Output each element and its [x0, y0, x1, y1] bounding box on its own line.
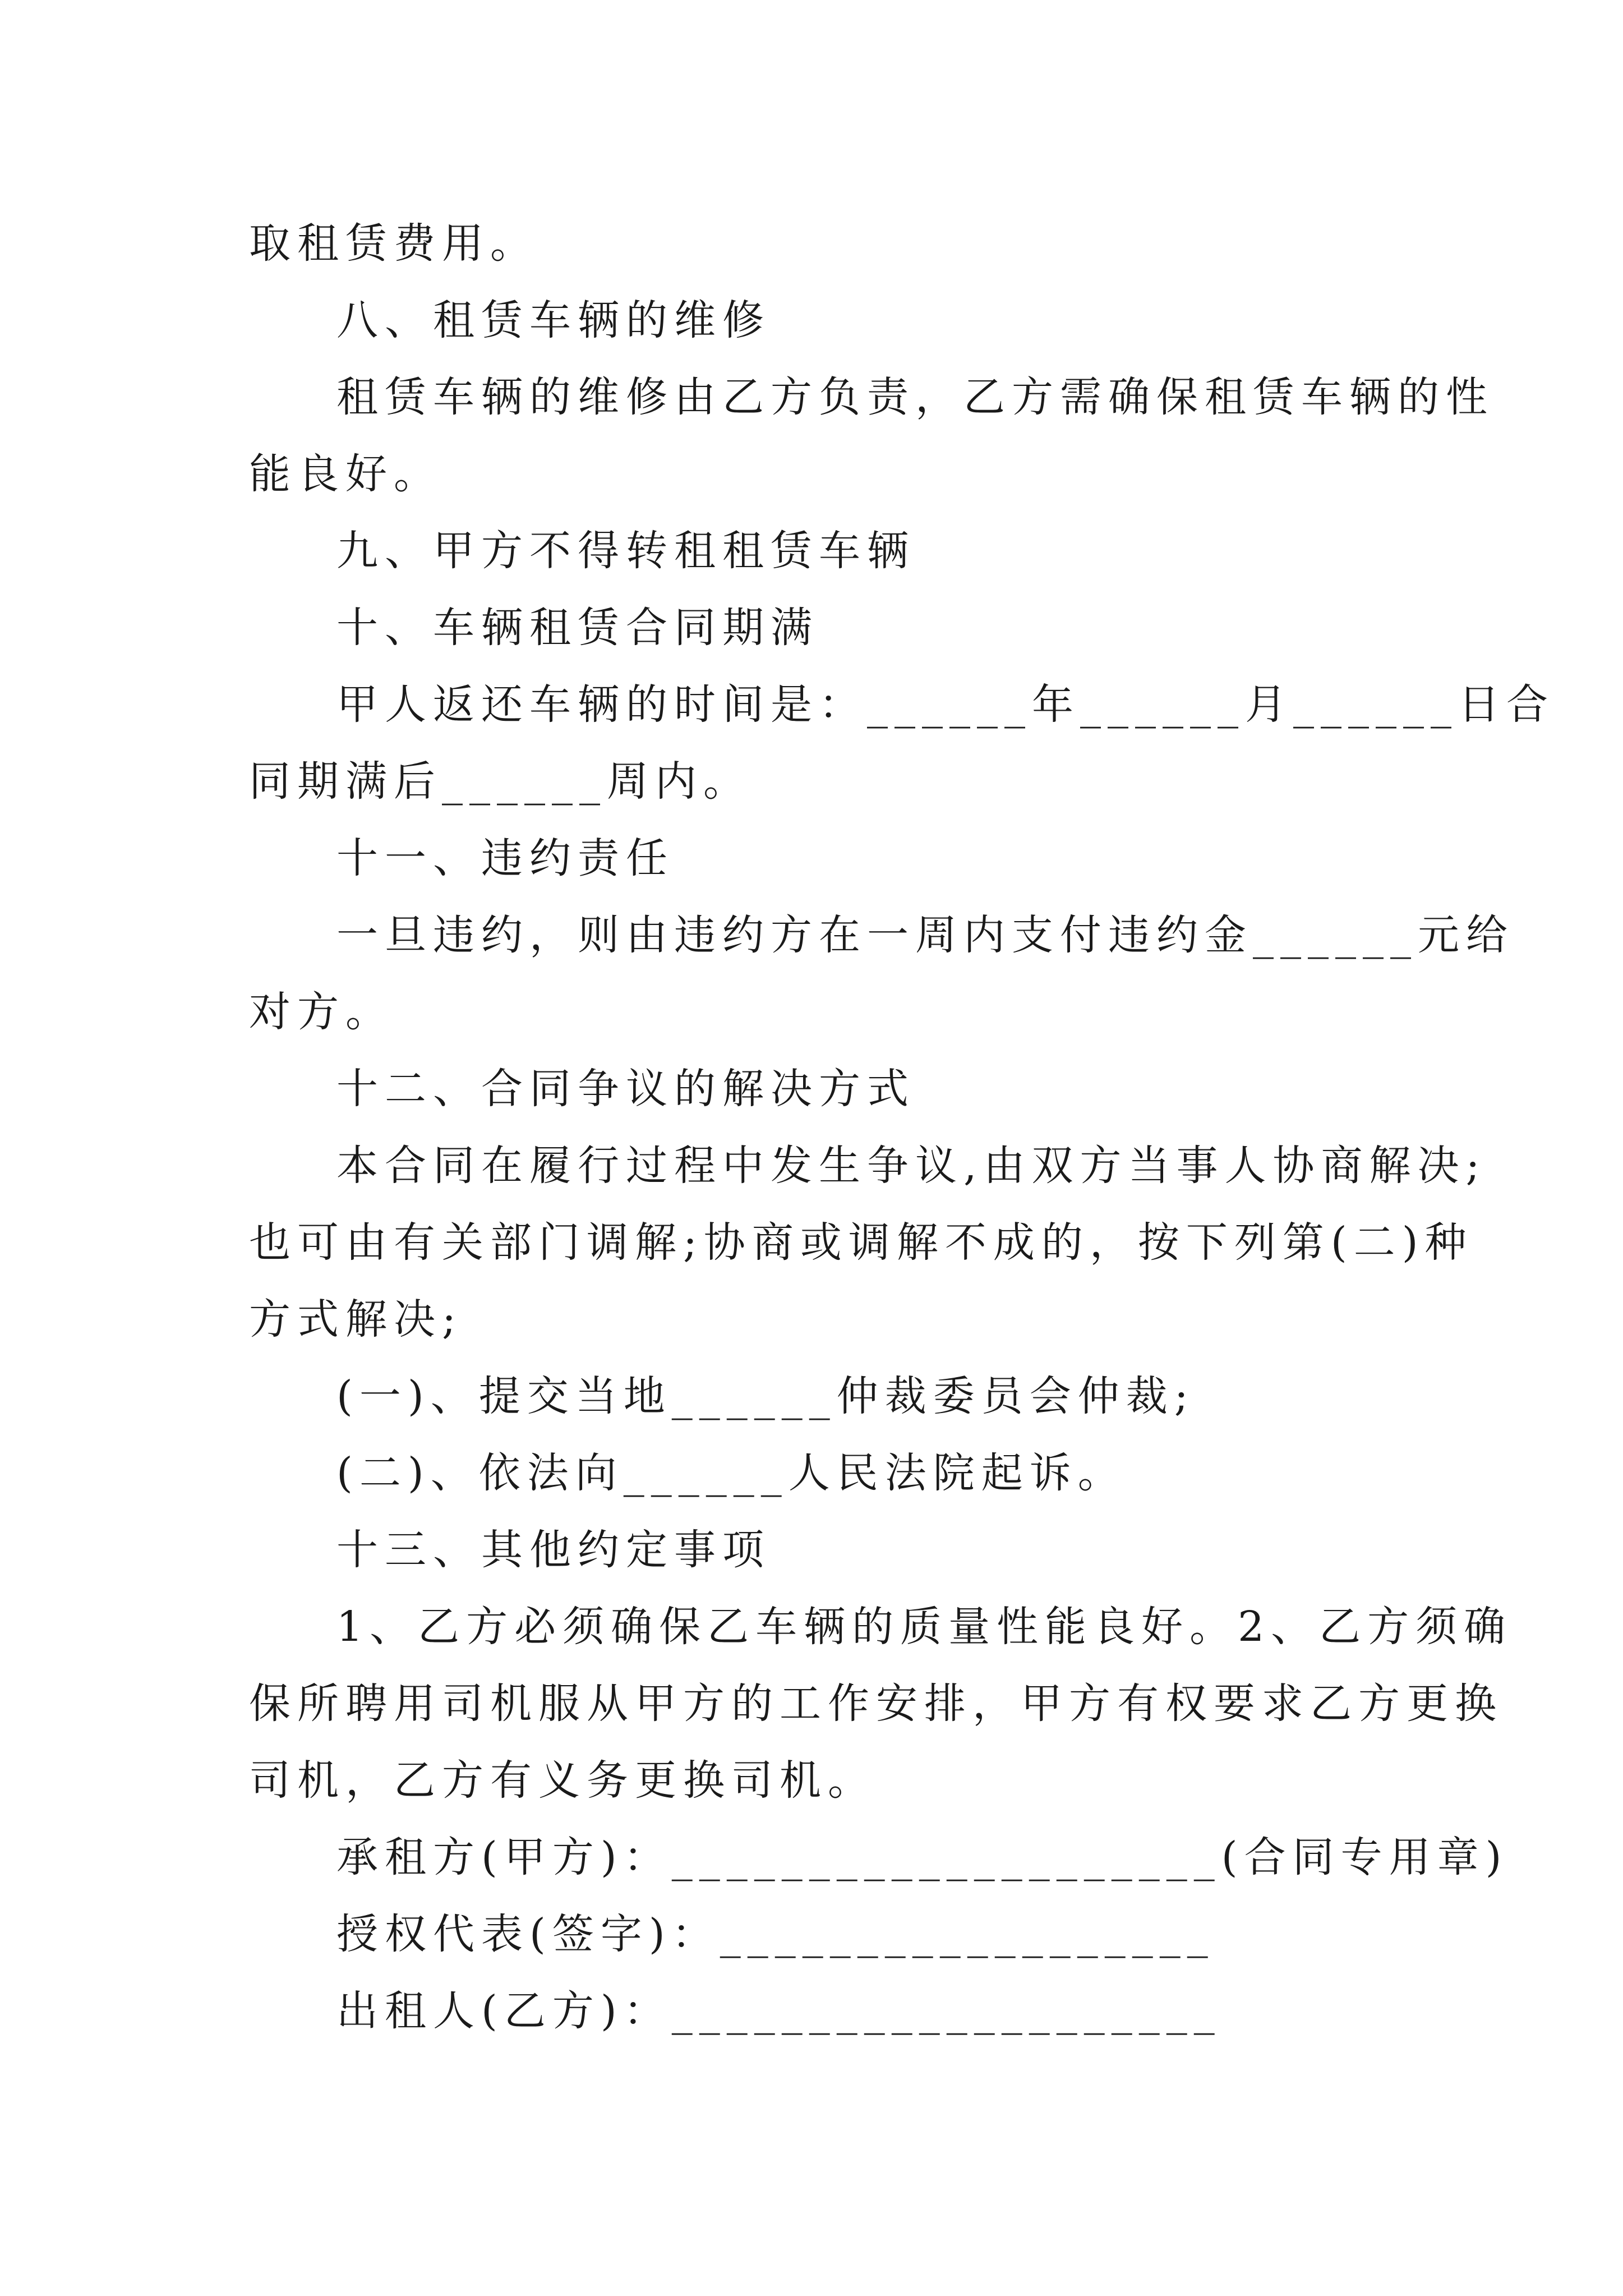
signature-authorized-rep: 授权代表(签字)：__________________ [336, 1910, 1215, 1958]
paragraph-line: 取租赁费用。 [249, 219, 538, 268]
document-body [249, 205, 1555, 2050]
section-heading-maintenance: 八、租赁车辆的维修 [336, 296, 771, 344]
list-item-arbitration: (一)、提交当地______仲裁委员会仲裁; [336, 1372, 1195, 1420]
paragraph-line: 1、乙方必须确保乙车辆的质量性能良好。2、乙方须确 [336, 1603, 1513, 1651]
paragraph-line: 本合同在履行过程中发生争议,由双方当事人协商解决; [336, 1142, 1487, 1190]
paragraph-line: 甲人返还车辆的时间是：______年______月______日合 [336, 680, 1555, 729]
section-heading-no-sublease: 九、甲方不得转租租赁车辆 [336, 527, 915, 575]
paragraph-line: 租赁车辆的维修由乙方负责，乙方需确保租赁车辆的性 [336, 373, 1494, 421]
signature-lessor: 出租人(乙方)：____________________ [336, 1987, 1221, 2035]
signature-lessee: 承租方(甲方)：____________________(合同专用章) [336, 1833, 1509, 1881]
paragraph-line: 方式解决; [249, 1295, 463, 1343]
section-heading-other-terms: 十三、其他约定事项 [336, 1526, 771, 1574]
section-heading-dispute-resolution: 十二、合同争议的解决方式 [336, 1065, 915, 1113]
paragraph-line: 对方。 [249, 988, 394, 1036]
paragraph-line: 一旦违约，则由违约方在一周内支付违约金______元给 [336, 911, 1514, 959]
list-item-litigation: (二)、依法向______人民法院起诉。 [336, 1449, 1126, 1497]
section-heading-contract-expiry: 十、车辆租赁合同期满 [336, 604, 819, 652]
paragraph-line: 也可由有关部门调解;协商或调解不成的，按下列第(二)种 [249, 1218, 1473, 1267]
paragraph-line: 司机，乙方有义务更换司机。 [249, 1756, 876, 1805]
paragraph-line: 能良好。 [249, 450, 442, 498]
paragraph-line: 同期满后______周内。 [249, 757, 751, 806]
section-heading-breach-liability: 十一、违约责任 [336, 834, 674, 882]
paragraph-line: 保所聘用司机服从甲方的工作安排，甲方有权要求乙方更换 [249, 1680, 1503, 1728]
